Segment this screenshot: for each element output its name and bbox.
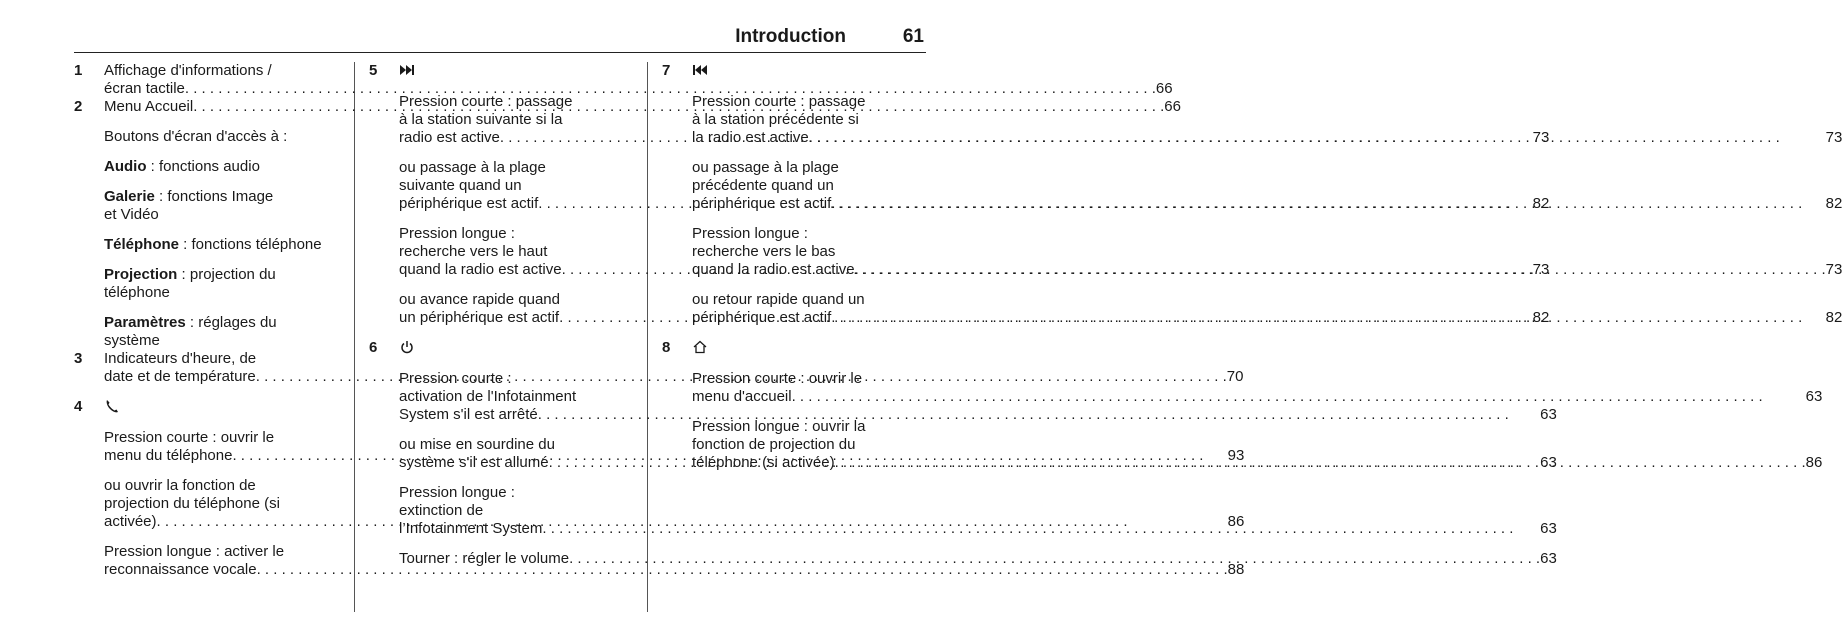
page-reference[interactable]: 82 — [1532, 195, 1550, 212]
page-reference[interactable]: 88 — [1227, 561, 1245, 578]
entry-1 — [74, 62, 1173, 98]
entry-text: ou retour rapide quand un — [692, 291, 865, 308]
entry-text: fonction de projection du — [692, 436, 856, 453]
page-reference[interactable]: 86 — [1805, 454, 1823, 471]
phone-icon — [104, 398, 120, 414]
entry-text: Pression longue : — [692, 225, 808, 242]
entry-text: System s'il est arrêté — [399, 406, 538, 423]
page-reference[interactable]: 66 — [1164, 98, 1181, 115]
entry-text: périphérique est actif — [692, 195, 832, 212]
entry-text: quand la radio est active — [399, 261, 562, 278]
item-parametres: Paramètres : réglages du — [104, 314, 277, 331]
entry-text: périphérique est actif — [692, 309, 832, 326]
entry-text: Pression longue : activer le — [104, 543, 285, 560]
entry-text: Affichage d'informations / — [104, 62, 272, 79]
entry-text: Pression longue : ouvrir la — [692, 418, 866, 435]
entry-text: Pression courte : passage — [692, 93, 866, 110]
previous-track-icon — [692, 62, 708, 78]
entry-text: Pression courte : ouvrir le — [692, 370, 863, 387]
entry-text: activation de l'Infotainment — [399, 388, 577, 405]
entry-number: 6 — [369, 339, 378, 356]
item-telephone: Téléphone : fonctions téléphone — [104, 236, 322, 253]
entry-text: reconnaissance vocale — [104, 561, 257, 578]
page-reference[interactable]: 66 — [1155, 80, 1173, 97]
page-reference[interactable]: 93 — [1227, 447, 1245, 464]
page-reference[interactable]: 63 — [1805, 388, 1823, 405]
entry-text: Pression longue : — [399, 484, 515, 501]
entry-number: 7 — [662, 62, 671, 79]
entry-text: projection du téléphone (si — [104, 495, 280, 512]
entry-text: et Vidéo — [104, 206, 159, 223]
entry-text: radio est active — [399, 129, 500, 146]
entry-text: recherche vers le haut — [399, 243, 548, 260]
entry-text: extinction de — [399, 502, 484, 519]
entry-text: précédente quand un — [692, 177, 834, 194]
entry-text: menu du téléphone — [104, 447, 233, 464]
page-reference[interactable]: 73 — [1532, 129, 1550, 146]
entry-text: suivante quand un — [399, 177, 522, 194]
page-reference[interactable]: 82 — [1825, 195, 1842, 212]
entry-text: périphérique est actif — [399, 195, 539, 212]
entry-text: ou avance rapide quand — [399, 291, 560, 308]
page-reference[interactable]: 86 — [1227, 513, 1245, 530]
entry-text: ou mise en sourdine du — [399, 436, 555, 453]
entry-text: quand la radio est active — [692, 261, 855, 278]
entry-text: la radio est active — [692, 129, 809, 146]
entry-text: l’Infotainment System — [399, 520, 543, 537]
entry-text: Pression courte : — [399, 370, 512, 387]
entry-number: 4 — [74, 398, 83, 415]
entry-text: date et de température — [104, 368, 256, 385]
item-audio: Audio : fonctions audio — [104, 158, 260, 175]
home-icon — [692, 339, 708, 355]
page-reference[interactable]: 63 — [1540, 520, 1557, 537]
entry-text: téléphone — [104, 284, 170, 301]
entry-text: Pression courte : passage — [399, 93, 573, 110]
entry-text: à la station suivante si la — [399, 111, 563, 128]
entry-text: ou ouvrir la fonction de — [104, 477, 256, 494]
entry-number: 5 — [369, 62, 378, 79]
page-reference[interactable]: 63 — [1540, 454, 1557, 471]
page-header — [74, 26, 926, 53]
entry-text: Boutons d'écran d'accès à : — [104, 128, 288, 145]
entry-number: 3 — [74, 350, 83, 367]
page-reference[interactable]: 73 — [1825, 261, 1842, 278]
entry-text: activée) — [104, 513, 157, 530]
entry-text: Tourner : régler le volume — [399, 550, 570, 567]
entry-text: Pression courte : ouvrir le — [104, 429, 275, 446]
power-icon — [399, 339, 415, 355]
page-reference[interactable]: 70 — [1226, 368, 1244, 385]
entry-text: recherche vers le bas — [692, 243, 836, 260]
entry-text: téléphone (si activée) — [692, 454, 835, 471]
page-title: Introduction — [735, 26, 846, 47]
entry-number: 2 — [74, 98, 83, 115]
page-reference[interactable]: 82 — [1532, 309, 1550, 326]
page-reference[interactable]: 63 — [1540, 550, 1557, 567]
entry-text: menu d'accueil — [692, 388, 792, 405]
entry-text: ou passage à la plage — [692, 159, 839, 176]
item-galerie: Galerie : fonctions Image — [104, 188, 274, 205]
entry-number: 8 — [662, 339, 671, 356]
page-reference[interactable]: 63 — [1540, 406, 1557, 423]
page-reference[interactable]: 73 — [1532, 261, 1550, 278]
page-reference[interactable]: 73 — [1825, 129, 1842, 146]
entry-text: un périphérique est actif — [399, 309, 560, 326]
entry-text: Indicateurs d'heure, de — [104, 350, 257, 367]
entry-number: 1 — [74, 62, 83, 79]
page-number: 61 — [902, 26, 924, 47]
entry-text: Pression longue : — [399, 225, 515, 242]
entry-text: Menu Accueil — [104, 98, 194, 115]
item-projection: Projection : projection du — [104, 266, 276, 283]
entry-text: ou passage à la plage — [399, 159, 546, 176]
page-reference[interactable]: 82 — [1825, 309, 1842, 326]
entry-text: système — [104, 332, 160, 349]
entry-text: système s'il est allumé — [399, 454, 549, 471]
next-track-icon — [399, 62, 415, 78]
entry-text: à la station précédente si — [692, 111, 859, 128]
entry-text: écran tactile — [104, 80, 185, 97]
